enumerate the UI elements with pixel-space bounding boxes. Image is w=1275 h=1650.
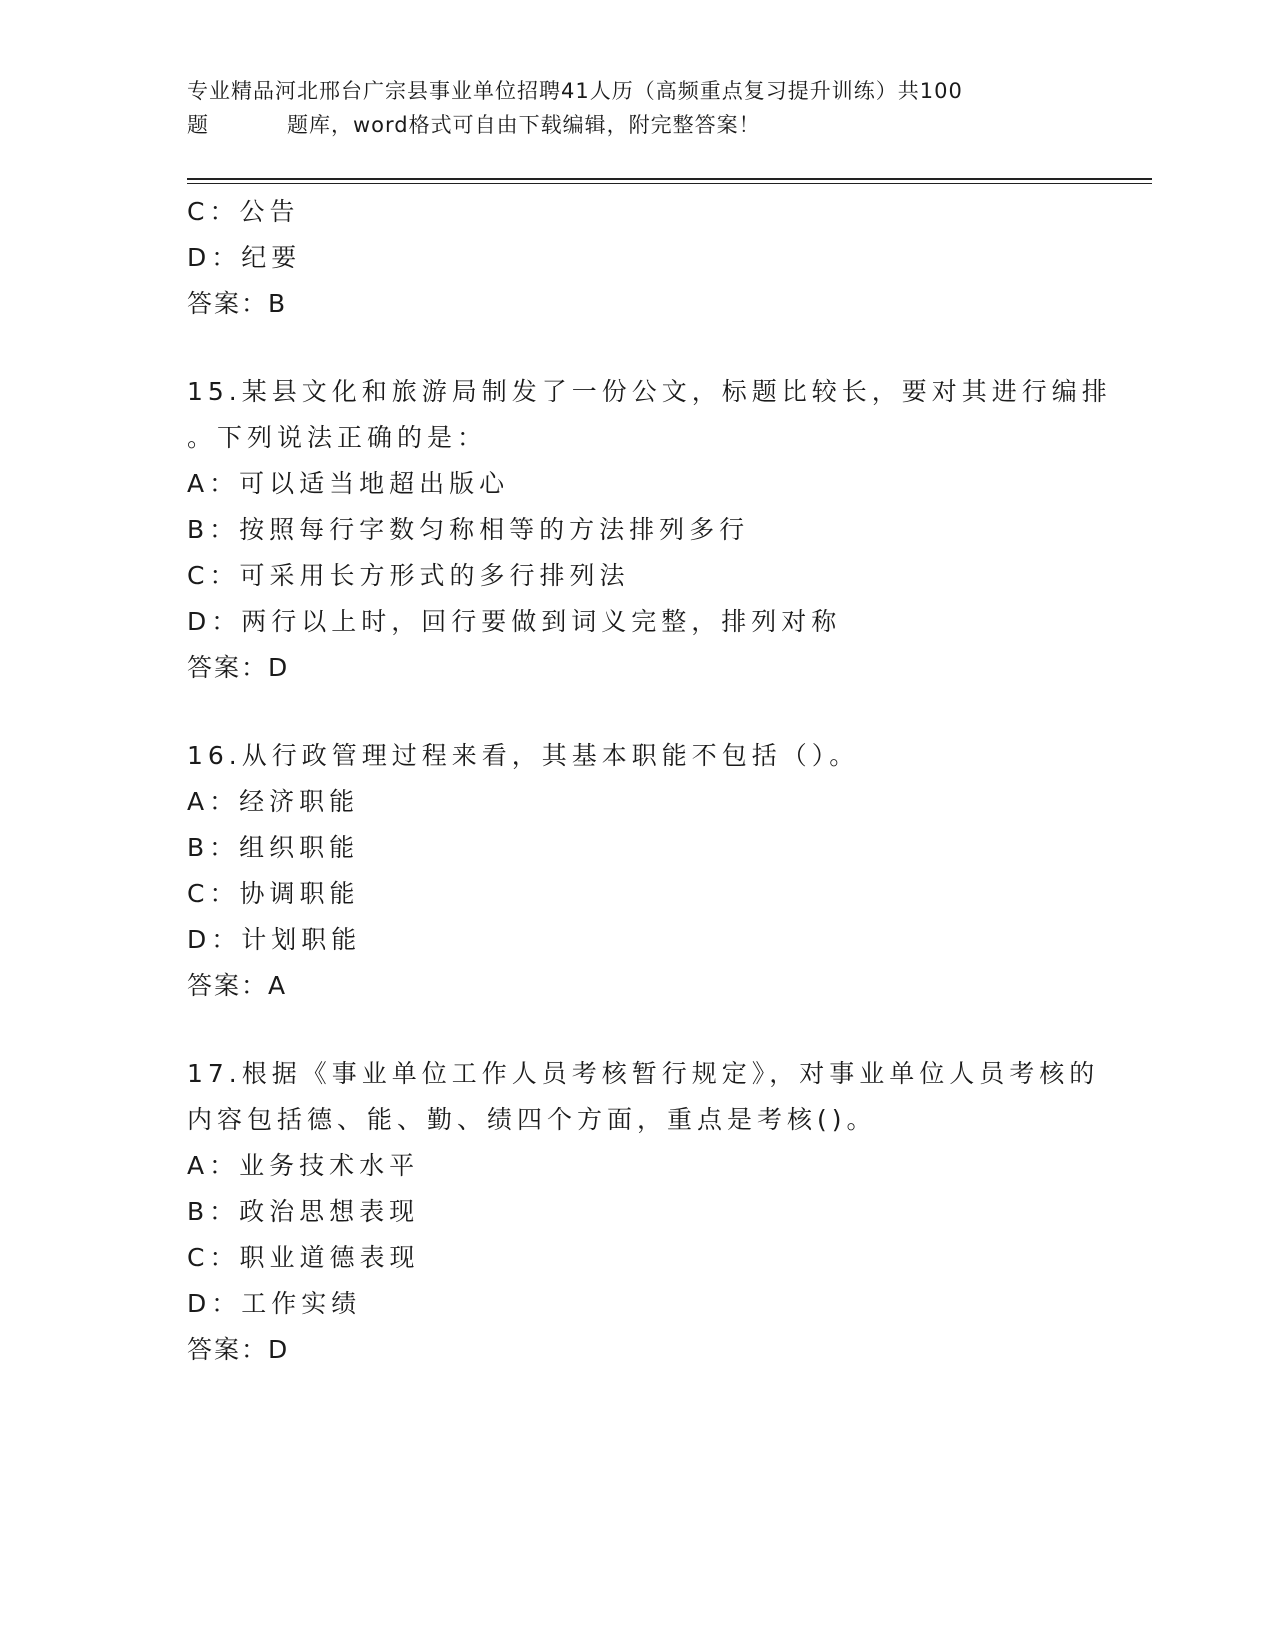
header-title-line-2-rest: 题库，word格式可自由下载编辑，附完整答案！ (287, 113, 761, 137)
page-header (187, 74, 1067, 142)
option-line: C：可采用长方形式的多行排列法 (187, 561, 630, 590)
header-title-line-1: 专业精品河北邢台广宗县事业单位招聘41人历（高频重点复习提升训练）共100 (187, 79, 963, 103)
question-block (187, 189, 1087, 327)
option-line: B：组织职能 (187, 833, 360, 862)
option-line: D：工作实绩 (187, 1289, 362, 1318)
option-line: C：公告 (187, 197, 300, 226)
option-line: B：政治思想表现 (187, 1197, 420, 1226)
question-block (187, 369, 1112, 691)
question-list (187, 189, 1112, 1373)
block-spacer (187, 691, 1087, 733)
answer-line: 答案：D (187, 1335, 290, 1364)
block-spacer (187, 327, 1087, 369)
header-divider-thin (187, 183, 1152, 184)
answer-line: 答案：B (187, 289, 288, 318)
option-line: A：可以适当地超出版心 (187, 469, 510, 498)
header-title-line-2-start: 题 (187, 113, 209, 137)
option-line: D：两行以上时，回行要做到词义完整，排列对称 (187, 607, 842, 636)
question-text: 15.某县文化和旅游局制发了一份公文，标题比较长，要对其进行编排 (187, 377, 1112, 406)
option-line: C：协调职能 (187, 879, 360, 908)
option-line: D：纪要 (187, 243, 302, 272)
header-divider-thick (187, 178, 1152, 180)
question-text: 内容包括德、能、勤、绩四个方面，重点是考核()。 (187, 1105, 877, 1134)
option-line: B：按照每行字数匀称相等的方法排列多行 (187, 515, 750, 544)
question-block (187, 1051, 1100, 1373)
question-text: 。下列说法正确的是： (187, 423, 488, 452)
option-line: C：职业道德表现 (187, 1243, 420, 1272)
option-line: A：业务技术水平 (187, 1151, 420, 1180)
question-text: 16.从行政管理过程来看，其基本职能不包括（）。 (187, 741, 860, 770)
answer-line: 答案：A (187, 971, 288, 1000)
option-line: D：计划职能 (187, 925, 362, 954)
block-spacer (187, 1009, 1087, 1051)
question-text: 17.根据《事业单位工作人员考核暂行规定》，对事业单位人员考核的 (187, 1059, 1100, 1088)
answer-line: 答案：D (187, 653, 290, 682)
header-title-line-2 (187, 108, 1067, 142)
option-line: A：经济职能 (187, 787, 360, 816)
question-block (187, 733, 1087, 1009)
